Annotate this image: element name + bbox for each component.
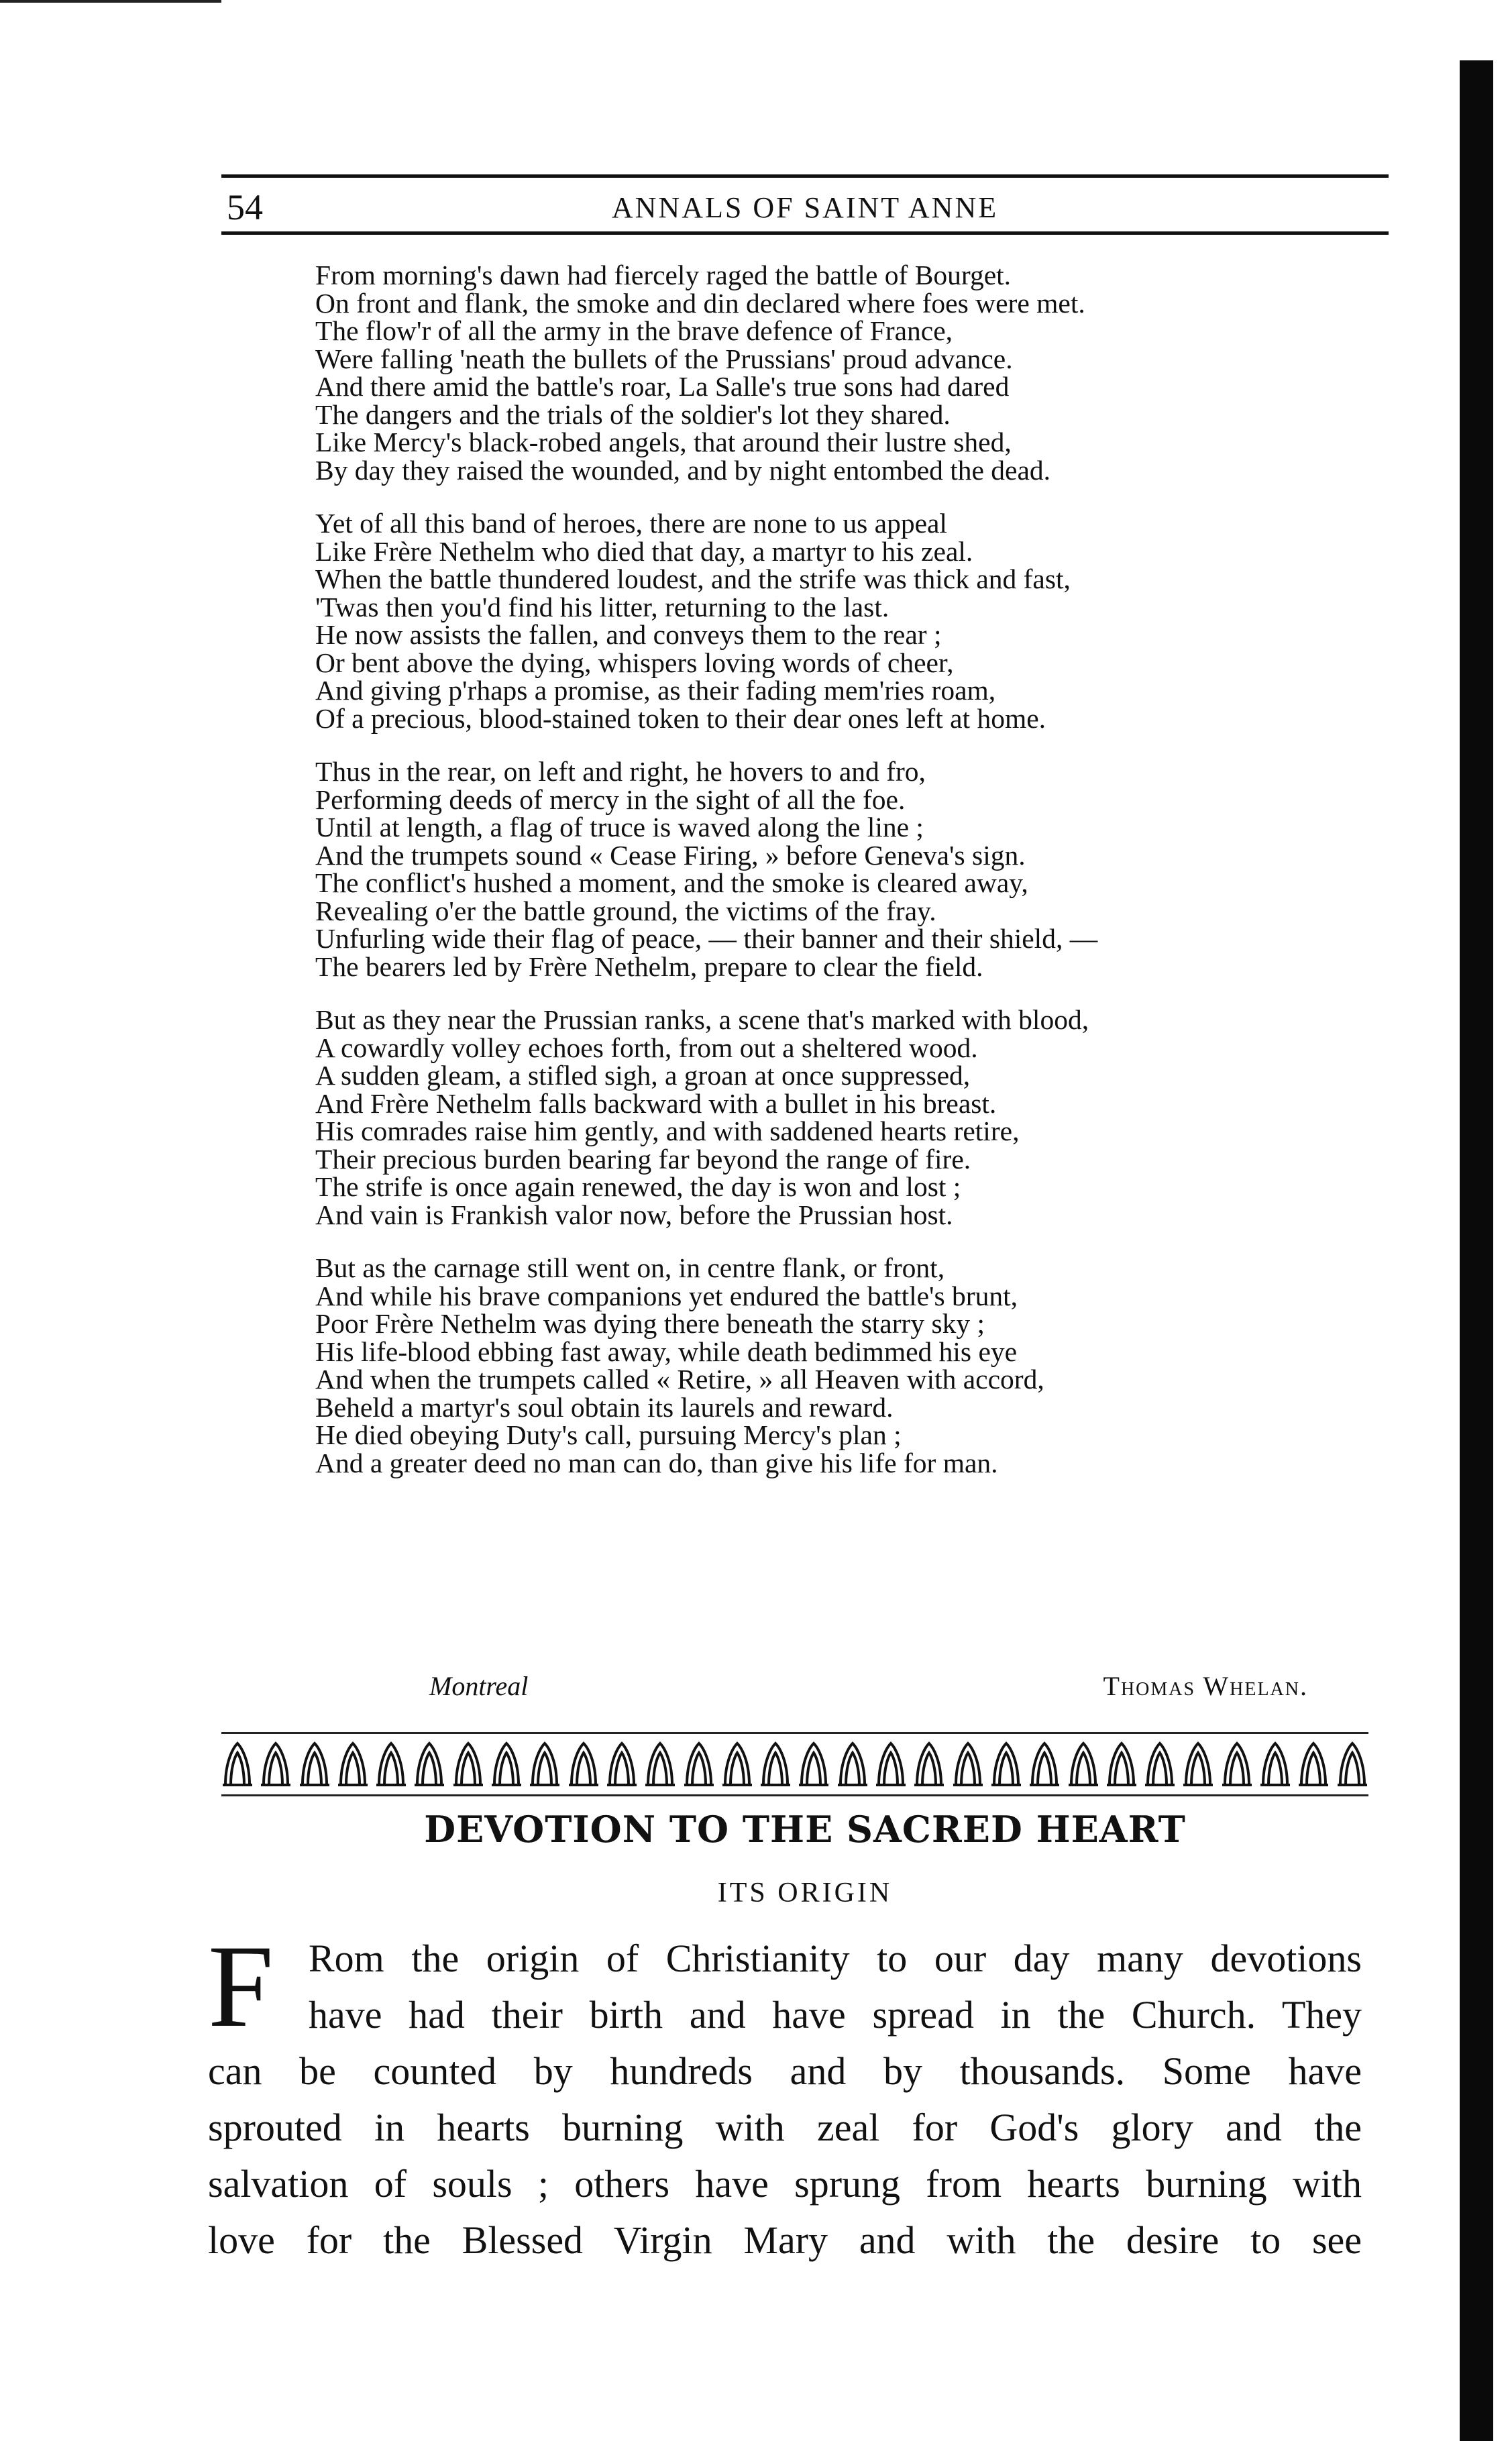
ornament-leaf — [952, 1741, 984, 1788]
body-line: love for the Blessed Virgin Mary and with the desire to see — [208, 2218, 1362, 2262]
ornament-leaf — [759, 1741, 792, 1788]
poem-line: The strife is once again renewed, the day is won and lost ; — [315, 1171, 961, 1202]
poem-stanza — [315, 1254, 1389, 1477]
ornament-leaf — [606, 1741, 638, 1788]
body-line: can be counted by hundreds and by thousands. Some have — [208, 2049, 1362, 2093]
ornament-leaf — [913, 1741, 945, 1788]
header-rule-top — [221, 174, 1389, 178]
ornament-leaf — [529, 1741, 561, 1788]
body-line: salvation of souls ; others have sprung from hearts burning with — [208, 2162, 1362, 2206]
ornament-leaf — [452, 1741, 484, 1788]
poem-stanza — [315, 1006, 1389, 1229]
ornament-leaf — [337, 1741, 369, 1788]
poem-line: Performing deeds of mercy in the sight of all the foe. — [315, 783, 906, 815]
poem-line: Like Mercy's black-robed angels, that around their lustre shed, — [315, 427, 1012, 457]
ornament-leaf — [299, 1741, 331, 1788]
poem-stanza — [315, 758, 1389, 981]
poem-line: Their precious burden bearing far beyond the range of fire. — [315, 1143, 971, 1175]
poem-line: And while his brave companions yet endured the battle's brunt, — [315, 1280, 1018, 1311]
poem-line: Or bent above the dying, whispers loving words of cheer, — [315, 647, 954, 678]
poem-line: Unfurling wide their flag of peace, — their banner and their shield, — — [315, 923, 1098, 954]
article-body — [208, 1921, 1362, 2269]
ornament-leaf — [683, 1741, 715, 1788]
ornament-leaf — [721, 1741, 753, 1788]
poem-line: Revealing o'er the battle ground, the victims of the fray. — [315, 895, 936, 926]
poem-line: A sudden gleam, a stifled sigh, a groan at once suppressed, — [315, 1060, 971, 1091]
poem-line: Beheld a martyr's soul obtain its laurels and reward. — [315, 1391, 894, 1423]
poem-line: A cowardly volley echoes forth, from out a sheltered wood. — [315, 1032, 978, 1063]
poem-line: The flow'r of all the army in the brave defence of France, — [315, 315, 953, 346]
poem-line: The dangers and the trials of the soldier's lot they shared. — [315, 398, 951, 430]
poem-line: Yet of all this band of heroes, there are none to us appeal — [315, 508, 947, 539]
poem-line: And vain is Frankish valor now, before the Prussian host. — [315, 1199, 953, 1230]
body-line: have had their birth and have spread in the Church. They — [309, 1993, 1362, 2037]
poem-signature — [315, 1670, 1308, 1704]
poem-line: He now assists the fallen, and conveys them to the rear ; — [315, 619, 942, 650]
ornament-leaf — [490, 1741, 523, 1788]
poem-line: Until at length, a flag of truce is waved along the line ; — [315, 812, 924, 843]
poem-line: He died obeying Duty's call, pursuing Mercy's plan ; — [315, 1419, 902, 1450]
ornament-leaf — [1336, 1741, 1368, 1788]
poem-line: From morning's dawn had fiercely raged the battle of Bourget. — [315, 260, 1012, 290]
ornament-leaf — [990, 1741, 1022, 1788]
poem-line: And Frère Nethelm falls backward with a bullet in his breast. — [315, 1087, 997, 1119]
body-line: sprouted in hearts burning with zeal for God's glory and the — [208, 2106, 1362, 2149]
poem-line: Were falling 'neath the bullets of the Prussians' proud advance. — [315, 343, 1013, 374]
article-subtitle: ITS ORIGIN — [717, 1878, 893, 1908]
running-head: ANNALS OF SAINT ANNE — [611, 191, 999, 224]
poem-line: The conflict's hushed a moment, and the smoke is cleared away, — [315, 867, 1028, 898]
poem-line: On front and flank, the smoke and din declared where foes were met. — [315, 287, 1085, 319]
article-title: DEVOTION TO THE SACRED HEART — [424, 1808, 1186, 1851]
ornament-leaf — [644, 1741, 676, 1788]
poem-line: Like Frère Nethelm who died that day, a martyr to his zeal. — [315, 535, 973, 567]
ornament-leaf — [568, 1741, 600, 1788]
poem-line: And there amid the battle's roar, La Salle's true sons had dared — [315, 371, 1010, 402]
decorative-ornament-band — [221, 1732, 1368, 1796]
page-header — [221, 174, 1389, 235]
ornament-leaf — [1259, 1741, 1291, 1788]
poem — [315, 262, 1389, 1503]
ornament-leaf — [1067, 1741, 1099, 1788]
poem-line: But as they near the Prussian ranks, a scene that's marked with blood, — [315, 1004, 1089, 1035]
ornament-leaf — [221, 1741, 254, 1788]
ornament-leaf — [875, 1741, 907, 1788]
poem-line: Of a precious, blood-stained token to their dear ones left at home. — [315, 702, 1046, 734]
poem-line: 'Twas then you'd find his litter, returning to the last. — [315, 591, 889, 622]
body-line: Rom the origin of Christianity to our day many devotions — [309, 1937, 1362, 1980]
poem-line: And a greater deed no man can do, than give his life for man. — [315, 1447, 998, 1478]
poem-line: And the trumpets sound « Cease Firing, » before Geneva's sign. — [315, 839, 1026, 871]
ornament-leaf — [1182, 1741, 1214, 1788]
drop-cap: F — [208, 1921, 274, 2052]
scan-border — [1460, 60, 1493, 2441]
poem-line: And when the trumpets called « Retire, » all Heaven with accord, — [315, 1364, 1044, 1395]
ornament-leaf — [375, 1741, 407, 1788]
poem-line: His life-blood ebbing fast away, while death bedimmed his eye — [315, 1336, 1018, 1367]
poem-line: And giving p'rhaps a promise, as their fading mem'ries roam, — [315, 675, 996, 706]
ornament-leaf — [1221, 1741, 1253, 1788]
ornament-leaf — [798, 1741, 830, 1788]
page-edge — [0, 0, 221, 21]
signature-place: Montreal — [429, 1671, 529, 1701]
poem-line: The bearers led by Frère Nethelm, prepare to clear the field. — [315, 951, 983, 982]
poem-line: His comrades raise him gently, and with saddened hearts retire, — [315, 1116, 1020, 1146]
page-number: 54 — [227, 187, 263, 227]
ornament-leaf — [1297, 1741, 1330, 1788]
header-rule-bottom — [221, 231, 1389, 235]
poem-line: Poor Frère Nethelm was dying there beneath the starry sky ; — [315, 1308, 985, 1339]
poem-stanza — [315, 510, 1389, 733]
signature-author: Thomas Whelan. — [1103, 1671, 1308, 1701]
ornament-leaf — [260, 1741, 292, 1788]
ornament-leaf — [1028, 1741, 1061, 1788]
poem-line: Thus in the rear, on left and right, he hovers to and fro, — [315, 756, 926, 787]
poem-stanza — [315, 262, 1389, 484]
poem-line: When the battle thundered loudest, and the strife was thick and fast, — [315, 563, 1071, 594]
poem-line: By day they raised the wounded, and by night entombed the dead. — [315, 454, 1051, 486]
ornament-leaf — [1144, 1741, 1176, 1788]
poem-line: But as the carnage still went on, in centre flank, or front, — [315, 1252, 945, 1283]
ornament-leaf — [836, 1741, 869, 1788]
ornament-leaf — [1105, 1741, 1138, 1788]
ornament-leaf — [413, 1741, 445, 1788]
